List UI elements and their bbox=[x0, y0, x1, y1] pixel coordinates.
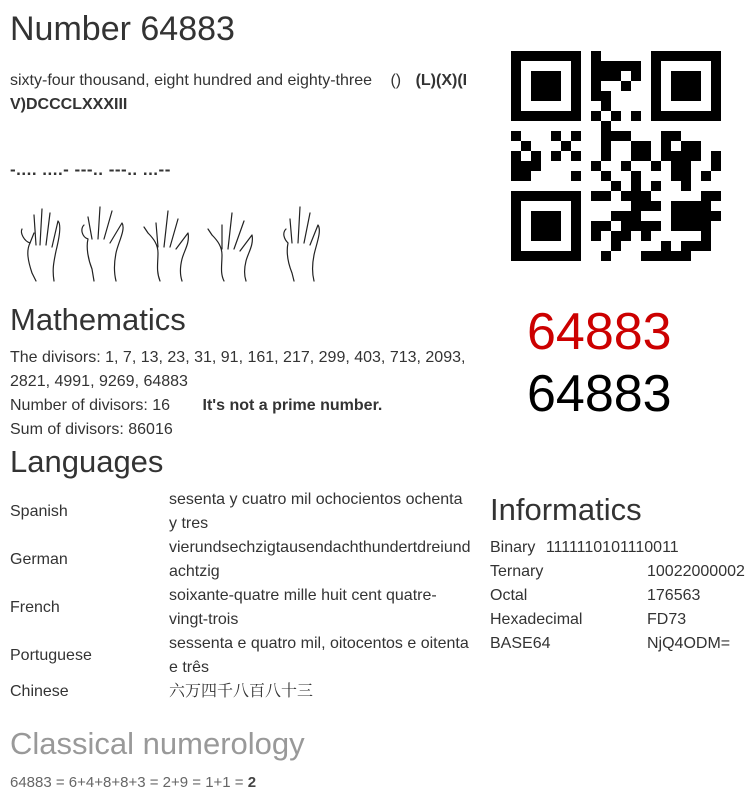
qr-module bbox=[601, 121, 611, 131]
qr-module bbox=[661, 241, 671, 251]
qr-module bbox=[691, 201, 701, 211]
qr-module bbox=[521, 171, 531, 181]
qr-module bbox=[621, 231, 631, 241]
language-translation bbox=[169, 584, 476, 632]
binary-row bbox=[490, 536, 679, 560]
qr-module bbox=[511, 91, 521, 101]
divisors-line-2: 2821, 4991, 9269, 64883 bbox=[10, 373, 188, 390]
qr-module bbox=[711, 71, 721, 81]
qr-module bbox=[611, 231, 621, 241]
qr-module bbox=[701, 231, 711, 241]
qr-module bbox=[711, 111, 721, 121]
qr-module bbox=[521, 51, 531, 61]
qr-module bbox=[641, 141, 651, 151]
language-translation bbox=[169, 488, 476, 536]
qr-module bbox=[531, 221, 541, 231]
qr-module bbox=[691, 221, 701, 231]
divisors-line-1: The divisors: 1, 7, 13, 23, 31, 91, 161, 217, 299, 403, 713, 2093, bbox=[10, 349, 466, 366]
numerology-formula: 64883 = 6+4+8+8+3 = 2+9 = 1+1 = bbox=[10, 774, 248, 791]
qr-module bbox=[511, 111, 521, 121]
qr-module bbox=[601, 131, 611, 141]
qr-module bbox=[551, 71, 561, 81]
qr-module bbox=[621, 61, 631, 71]
eight-fingers-hand-icon bbox=[208, 213, 252, 281]
qr-module bbox=[661, 131, 671, 141]
language-row bbox=[10, 632, 476, 680]
qr-module bbox=[671, 211, 681, 221]
qr-module bbox=[621, 191, 631, 201]
sign-language-hands bbox=[14, 203, 334, 283]
mathematics-heading: Mathematics bbox=[10, 302, 186, 337]
qr-module bbox=[541, 191, 551, 201]
qr-module bbox=[671, 161, 681, 171]
qr-module bbox=[691, 141, 701, 151]
language-name: German bbox=[10, 551, 68, 568]
qr-module bbox=[511, 191, 521, 201]
roman-paren: () bbox=[390, 72, 402, 89]
number-of-divisors: Number of divisors: 16 bbox=[10, 397, 171, 414]
qr-module bbox=[701, 111, 711, 121]
qr-module bbox=[681, 161, 691, 171]
qr-module bbox=[601, 71, 611, 81]
qr-module bbox=[631, 151, 641, 161]
qr-module bbox=[511, 251, 521, 261]
qr-module bbox=[521, 191, 531, 201]
languages-table bbox=[10, 488, 476, 704]
numerology-heading: Classical numerology bbox=[10, 726, 305, 761]
number-words: sixty-four thousand, eight hundred and eighty-three bbox=[10, 72, 373, 89]
qr-module bbox=[631, 171, 641, 181]
qr-module bbox=[671, 201, 681, 211]
qr-module bbox=[521, 141, 531, 151]
qr-module bbox=[601, 251, 611, 261]
qr-module bbox=[671, 151, 681, 161]
qr-module bbox=[551, 91, 561, 101]
qr-module bbox=[711, 81, 721, 91]
qr-module bbox=[551, 81, 561, 91]
translation-line-1: 六万四千八百八十三 bbox=[169, 683, 314, 700]
four-fingers-hand-icon bbox=[82, 207, 123, 281]
qr-module bbox=[671, 91, 681, 101]
qr-module bbox=[571, 51, 581, 61]
qr-module bbox=[711, 161, 721, 171]
qr-module bbox=[511, 201, 521, 211]
qr-module bbox=[551, 131, 561, 141]
qr-module bbox=[591, 221, 601, 231]
qr-module bbox=[591, 91, 601, 101]
qr-module bbox=[531, 91, 541, 101]
qr-module bbox=[641, 221, 651, 231]
language-row bbox=[10, 536, 476, 584]
qr-module bbox=[681, 151, 691, 161]
qr-module bbox=[561, 111, 571, 121]
qr-module bbox=[511, 241, 521, 251]
qr-module bbox=[571, 101, 581, 111]
translation-line-2: e três bbox=[169, 659, 210, 676]
qr-module bbox=[621, 131, 631, 141]
qr-module bbox=[541, 221, 551, 231]
qr-module bbox=[541, 211, 551, 221]
qr-module bbox=[651, 161, 661, 171]
qr-module bbox=[611, 111, 621, 121]
qr-module bbox=[561, 51, 571, 61]
informatics-heading: Informatics bbox=[490, 492, 642, 527]
qr-module bbox=[531, 51, 541, 61]
qr-module bbox=[681, 111, 691, 121]
qr-module bbox=[691, 151, 701, 161]
qr-module bbox=[531, 231, 541, 241]
qr-module bbox=[611, 181, 621, 191]
qr-module bbox=[591, 191, 601, 201]
qr-module bbox=[681, 141, 691, 151]
informatics-value: 176563 bbox=[647, 587, 701, 604]
qr-module bbox=[601, 191, 611, 201]
qr-module bbox=[571, 131, 581, 141]
qr-module bbox=[681, 221, 691, 231]
qr-module bbox=[621, 81, 631, 91]
qr-module bbox=[571, 231, 581, 241]
translation-line-1: sesenta y cuatro mil ochocientos ochenta bbox=[169, 491, 463, 508]
prime-note: It's not a prime number. bbox=[202, 397, 383, 414]
qr-code bbox=[511, 51, 721, 261]
qr-module bbox=[651, 181, 661, 191]
qr-module bbox=[511, 81, 521, 91]
qr-module bbox=[571, 171, 581, 181]
qr-module bbox=[681, 241, 691, 251]
qr-module bbox=[601, 171, 611, 181]
qr-module bbox=[511, 211, 521, 221]
roman-numeral-line2: V)DCCCLXXXIII bbox=[10, 96, 128, 113]
qr-module bbox=[651, 51, 661, 61]
qr-module bbox=[571, 211, 581, 221]
qr-module bbox=[671, 131, 681, 141]
qr-module bbox=[701, 171, 711, 181]
language-name: Portuguese bbox=[10, 647, 92, 664]
qr-module bbox=[661, 151, 671, 161]
qr-module bbox=[631, 61, 641, 71]
qr-module bbox=[611, 61, 621, 71]
qr-module bbox=[691, 81, 701, 91]
qr-module bbox=[591, 81, 601, 91]
qr-module bbox=[701, 211, 711, 221]
qr-module bbox=[591, 161, 601, 171]
language-translation bbox=[169, 536, 476, 584]
numerology-formula-line bbox=[10, 772, 256, 794]
qr-module bbox=[611, 71, 621, 81]
informatics-label: BASE64 bbox=[490, 635, 551, 652]
qr-module bbox=[511, 161, 521, 171]
qr-module bbox=[671, 111, 681, 121]
qr-module bbox=[711, 51, 721, 61]
informatics-value: 10022000002 bbox=[647, 563, 745, 580]
qr-module bbox=[591, 231, 601, 241]
qr-module bbox=[561, 251, 571, 261]
qr-module bbox=[701, 241, 711, 251]
qr-module bbox=[681, 51, 691, 61]
qr-module bbox=[531, 211, 541, 221]
qr-module bbox=[511, 131, 521, 141]
number-display-red: 64883 bbox=[527, 303, 672, 361]
qr-module bbox=[651, 251, 661, 261]
language-translation bbox=[169, 680, 476, 704]
numerology-result: 2 bbox=[247, 774, 257, 791]
qr-module bbox=[661, 141, 671, 151]
qr-module bbox=[541, 51, 551, 61]
qr-module bbox=[601, 151, 611, 161]
qr-module bbox=[531, 81, 541, 91]
qr-module bbox=[551, 51, 561, 61]
qr-module bbox=[571, 61, 581, 71]
qr-module bbox=[601, 101, 611, 111]
qr-module bbox=[681, 181, 691, 191]
qr-module bbox=[531, 71, 541, 81]
informatics-label: Octal bbox=[490, 587, 528, 604]
qr-module bbox=[671, 221, 681, 231]
qr-module bbox=[711, 211, 721, 221]
qr-module bbox=[711, 61, 721, 71]
qr-module bbox=[641, 201, 651, 211]
qr-module bbox=[631, 111, 641, 121]
qr-module bbox=[511, 171, 521, 181]
translation-line-2: achtzig bbox=[169, 563, 220, 580]
qr-module bbox=[571, 251, 581, 261]
qr-module bbox=[541, 81, 551, 91]
qr-module bbox=[541, 231, 551, 241]
qr-module bbox=[531, 251, 541, 261]
qr-module bbox=[601, 141, 611, 151]
qr-module bbox=[511, 61, 521, 71]
qr-module bbox=[691, 211, 701, 221]
qr-module bbox=[551, 231, 561, 241]
translation-line-1: vierundsechzigtausendachthundertdreiund bbox=[169, 539, 471, 556]
qr-module bbox=[621, 221, 631, 231]
language-translation bbox=[169, 632, 476, 680]
qr-module bbox=[571, 91, 581, 101]
qr-module bbox=[511, 101, 521, 111]
qr-module bbox=[551, 221, 561, 231]
qr-module bbox=[551, 251, 561, 261]
three-fingers-hand-icon bbox=[284, 207, 320, 281]
qr-module bbox=[681, 201, 691, 211]
qr-module bbox=[631, 201, 641, 211]
qr-module bbox=[651, 201, 661, 211]
qr-module bbox=[651, 111, 661, 121]
informatics-value: FD73 bbox=[647, 611, 687, 628]
qr-module bbox=[651, 101, 661, 111]
qr-module bbox=[571, 71, 581, 81]
qr-module bbox=[591, 71, 601, 81]
qr-module bbox=[621, 161, 631, 171]
qr-module bbox=[641, 231, 651, 241]
qr-module bbox=[541, 111, 551, 121]
eight-fingers-hand-icon bbox=[144, 211, 188, 281]
qr-module bbox=[561, 141, 571, 151]
binary-label: Binary bbox=[490, 539, 536, 556]
qr-module bbox=[661, 251, 671, 261]
qr-module bbox=[631, 221, 641, 231]
qr-module bbox=[571, 201, 581, 211]
qr-module bbox=[511, 221, 521, 231]
qr-module bbox=[631, 211, 641, 221]
qr-module bbox=[661, 51, 671, 61]
qr-module bbox=[531, 111, 541, 121]
number-display-black: 64883 bbox=[527, 365, 672, 423]
qr-module bbox=[671, 51, 681, 61]
qr-module bbox=[601, 91, 611, 101]
qr-module bbox=[651, 91, 661, 101]
qr-module bbox=[591, 111, 601, 121]
qr-module bbox=[511, 151, 521, 161]
languages-heading: Languages bbox=[10, 444, 164, 479]
qr-module bbox=[571, 81, 581, 91]
qr-module bbox=[651, 221, 661, 231]
qr-module bbox=[551, 151, 561, 161]
informatics-label: Ternary bbox=[490, 563, 544, 580]
language-row bbox=[10, 680, 476, 704]
qr-module bbox=[511, 51, 521, 61]
qr-module bbox=[631, 191, 641, 201]
translation-line-1: soixante-quatre mille huit cent quatre- bbox=[169, 587, 437, 604]
qr-module bbox=[631, 181, 641, 191]
informatics-value: NjQ4ODM= bbox=[647, 635, 731, 652]
qr-module bbox=[611, 131, 621, 141]
qr-module bbox=[631, 71, 641, 81]
qr-module bbox=[671, 171, 681, 181]
qr-module bbox=[591, 61, 601, 71]
qr-module bbox=[551, 211, 561, 221]
qr-module bbox=[651, 71, 661, 81]
language-row bbox=[10, 584, 476, 632]
qr-module bbox=[671, 81, 681, 91]
qr-module bbox=[551, 111, 561, 121]
qr-module bbox=[671, 251, 681, 261]
qr-module bbox=[691, 111, 701, 121]
qr-module bbox=[521, 111, 531, 121]
qr-module bbox=[571, 191, 581, 201]
qr-module bbox=[681, 251, 691, 261]
qr-module bbox=[691, 241, 701, 251]
qr-module bbox=[651, 81, 661, 91]
qr-module bbox=[511, 71, 521, 81]
binary-value: 1111110101110011 bbox=[545, 539, 679, 556]
qr-module bbox=[701, 201, 711, 211]
qr-module bbox=[551, 191, 561, 201]
qr-module bbox=[701, 51, 711, 61]
qr-module bbox=[681, 91, 691, 101]
qr-module bbox=[571, 241, 581, 251]
qr-module bbox=[711, 91, 721, 101]
qr-module bbox=[511, 231, 521, 241]
qr-module bbox=[591, 51, 601, 61]
qr-module bbox=[641, 251, 651, 261]
qr-module bbox=[611, 211, 621, 221]
qr-module bbox=[521, 251, 531, 261]
qr-module bbox=[531, 161, 541, 171]
qr-module bbox=[691, 71, 701, 81]
mathematics-block bbox=[10, 346, 480, 442]
qr-module bbox=[681, 211, 691, 221]
qr-module bbox=[641, 191, 651, 201]
qr-module bbox=[691, 91, 701, 101]
qr-module bbox=[691, 51, 701, 61]
number-words-block bbox=[10, 69, 480, 93]
qr-module bbox=[521, 161, 531, 171]
qr-module bbox=[711, 151, 721, 161]
qr-module bbox=[701, 221, 711, 231]
sum-of-divisors: Sum of divisors: 86016 bbox=[10, 421, 173, 438]
qr-module bbox=[711, 191, 721, 201]
qr-module bbox=[541, 91, 551, 101]
qr-module bbox=[681, 71, 691, 81]
language-name: Spanish bbox=[10, 503, 68, 520]
morse-code: -.... ....- ---.. ---.. ...-- bbox=[10, 160, 171, 179]
translation-line-1: sessenta e quatro mil, oitocentos e oitenta bbox=[169, 635, 469, 652]
qr-module bbox=[711, 101, 721, 111]
qr-module bbox=[531, 191, 541, 201]
qr-module bbox=[541, 251, 551, 261]
qr-module bbox=[571, 221, 581, 231]
language-name: French bbox=[10, 599, 60, 616]
qr-module bbox=[571, 111, 581, 121]
qr-module bbox=[671, 71, 681, 81]
qr-module bbox=[701, 191, 711, 201]
translation-line-2: y tres bbox=[169, 515, 209, 532]
language-name: Chinese bbox=[10, 683, 69, 700]
translation-line-2: vingt-trois bbox=[169, 611, 239, 628]
qr-module bbox=[661, 111, 671, 121]
qr-module bbox=[681, 81, 691, 91]
qr-module bbox=[651, 61, 661, 71]
qr-module bbox=[621, 211, 631, 221]
qr-module bbox=[541, 71, 551, 81]
language-row bbox=[10, 488, 476, 536]
qr-module bbox=[681, 171, 691, 181]
qr-module bbox=[571, 151, 581, 161]
qr-module bbox=[641, 151, 651, 161]
page-title: Number 64883 bbox=[10, 10, 235, 48]
informatics-label: Hexadecimal bbox=[490, 611, 583, 628]
qr-module bbox=[611, 241, 621, 251]
qr-module bbox=[601, 61, 611, 71]
qr-module bbox=[601, 221, 611, 231]
qr-module bbox=[631, 141, 641, 151]
qr-module bbox=[531, 151, 541, 161]
six-fingers-hand-icon bbox=[21, 209, 59, 281]
qr-module bbox=[561, 191, 571, 201]
roman-numeral-line1: (L)(X)(I bbox=[415, 72, 468, 89]
